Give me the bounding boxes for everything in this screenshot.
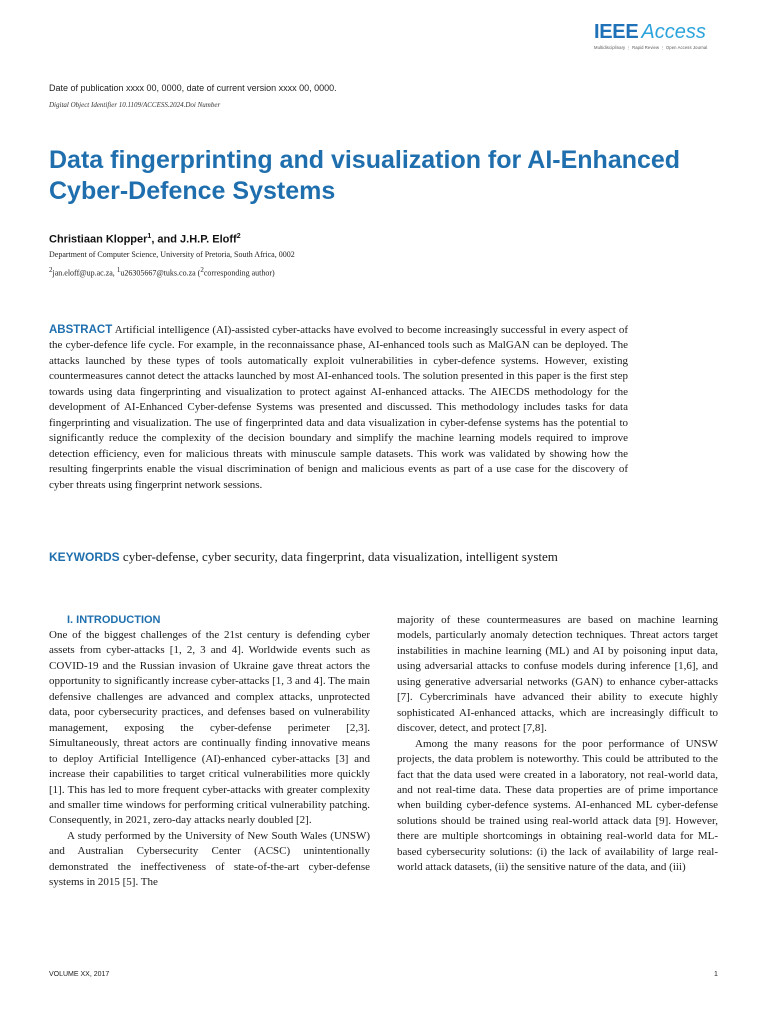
logo-tagline: Multidisciplinary ⋮ Rapid Review ⋮ Open Access Journal [594,45,708,50]
paragraph: majority of these countermeasures are based on machine learning models, particularly anomaly detection techniques. Threat actors target instabilities in machine learning (ML) and AI by poisoning input data, using adversarial attacks to confuse models during inference [1,6], and using generative adversarial networks (GAN) to enhance cyber-attacks [7]. Cybercriminals have advanced their ability to execute highly sophisticated AI-enhanced attacks, which are increasingly difficult to discover, detect, and protect [7,8]. [397,614,718,735]
section-heading-introduction: I. INTRODUCTION [67,614,161,626]
author-1-affil-mark: 1 [147,233,152,240]
publication-date: Date of publication xxxx 00, 0000, date of current version xxxx 00, 0000. [49,83,337,93]
paper-title: Data fingerprinting and visualization for AI-Enhanced Cyber-Defence Systems [49,146,681,205]
author-2: J.H.P. Eloff [180,233,237,246]
logo-brand: IEEE [594,21,639,43]
footer-volume: VOLUME XX, 2017 [49,971,110,978]
journal-logo [594,22,718,50]
left-column [49,613,370,891]
keywords-text: cyber-defense, cyber security, data fingerprint, data visualization, intelligent system [122,549,558,564]
author-joiner: , and [151,233,181,246]
paragraph: Among the many reasons for the poor performance of UNSW projects, the data problem is noteworthy. This could be attributed to the fact that the data used were created in a laboratory, not real-world data, and not real-time data. These data properties are of prime importance when building cyber-defence systems. AI-enhanced ML cyber-defense solutions should be trained using real-world attack data [9]. However, there are multiple shortcomings in obtaining real-world data for ML-based cybersecurity solutions: (i) the lack of availability of large real-world attack datasets, (ii) the sensitive nature of the data, and (iii) [397,737,718,874]
abstract-label: ABSTRACT [49,324,113,336]
doi-line: Digital Object Identifier 10.1109/ACCESS.2024.Doi Number [49,101,221,109]
abstract-text: Artificial intelligence (AI)-assisted cyber-attacks have evolved to become increasingly successful in every aspect of the cyber-defence life cycle. For example, in the reconnaissance phase, AI-enhanced tools such as MalGAN can be deployed. The attacks launched by these types of tools automatically exploit vulnerabilities in cyber-defence systems. However, existing countermeasures cannot detect the attacks launched by most AI-enhanced tools. The solution presented in this paper is the first step towards using data fingerprinting and visualization to protect against AI-enhanced attacks. The AIECDS methodology for the development of AI-Enhanced Cyber-defense Systems was presented and discussed. This methodology includes tasks for data fingerprinting and visualization. The use of fingerprinted data and data visualization in cyber-defense systems has the potential to significantly reduce the complexity of the decision boundary and simplify the machine learning models required to improve detection efficiency, even for malicious threats with minuscule sample datasets. This work was validated by showing how the resulting fingerprints enable the visual discrimination of benign and malicious events as part of a use case for the discovery of cyber threats using fingerprint network sessions. [49,324,628,491]
logo-journal: Access [641,21,706,43]
email-1[interactable]: jan.eloff@up.ac.za, [52,268,117,278]
affiliation: Department of Computer Science, University of Pretoria, South Africa, 0002 [49,250,295,259]
corresponding-mark: 2 [200,266,204,274]
right-column [397,613,718,876]
author-2-affil-mark: 2 [236,233,241,240]
corresponding-note: corresponding author) [203,268,275,278]
email-1-mark: 2 [49,266,53,274]
author-1: Christiaan Klopper [49,233,148,246]
page-number: 1 [714,971,718,978]
email-2[interactable]: u26305667@tuks.co.za ( [120,268,201,278]
keywords [49,549,689,565]
author-list [49,233,241,246]
journal-logo-wordmark [594,22,718,42]
email-2-mark: 1 [116,266,121,274]
paragraph: One of the biggest challenges of the 21st century is defending cyber assets from cyber-attacks [1, 2, 3 and 4]. Worldwide events such as COVID-19 and the Russian invasion of Ukraine gave threat actors the opportunity to significantly increase cyber-attacks [1, 3 and 4]. The main defensive challenges are advanced and complex attacks, unprotected data, poor cybersecurity practices, and defenses based on vulnerability management, exposing the cyber-defense perimeter [2,3]. Simultaneously, threat actors are continually finding innovative means to deploy Artificial Intelligence (AI)-enhanced cyber-attacks [3] and increase their capabilities to target critical vulnerabilities more quickly [1]. This has led to more frequent cyber-attacks with greater complexity and smaller time windows for performing critical vulnerability patching. Consequently, in 2021, zero-day attacks nearly doubled [2]. [49,629,370,827]
keywords-label: KEYWORDS [49,550,120,564]
paragraph: A study performed by the University of New South Wales (UNSW) and Australian Cybersecurity Center (ACSC) unintentionally demonstrated the ineffectiveness of state-of-the-art cyber-defense systems in 2015 [5]. The [49,829,370,889]
author-emails [49,266,275,278]
abstract [49,323,628,493]
